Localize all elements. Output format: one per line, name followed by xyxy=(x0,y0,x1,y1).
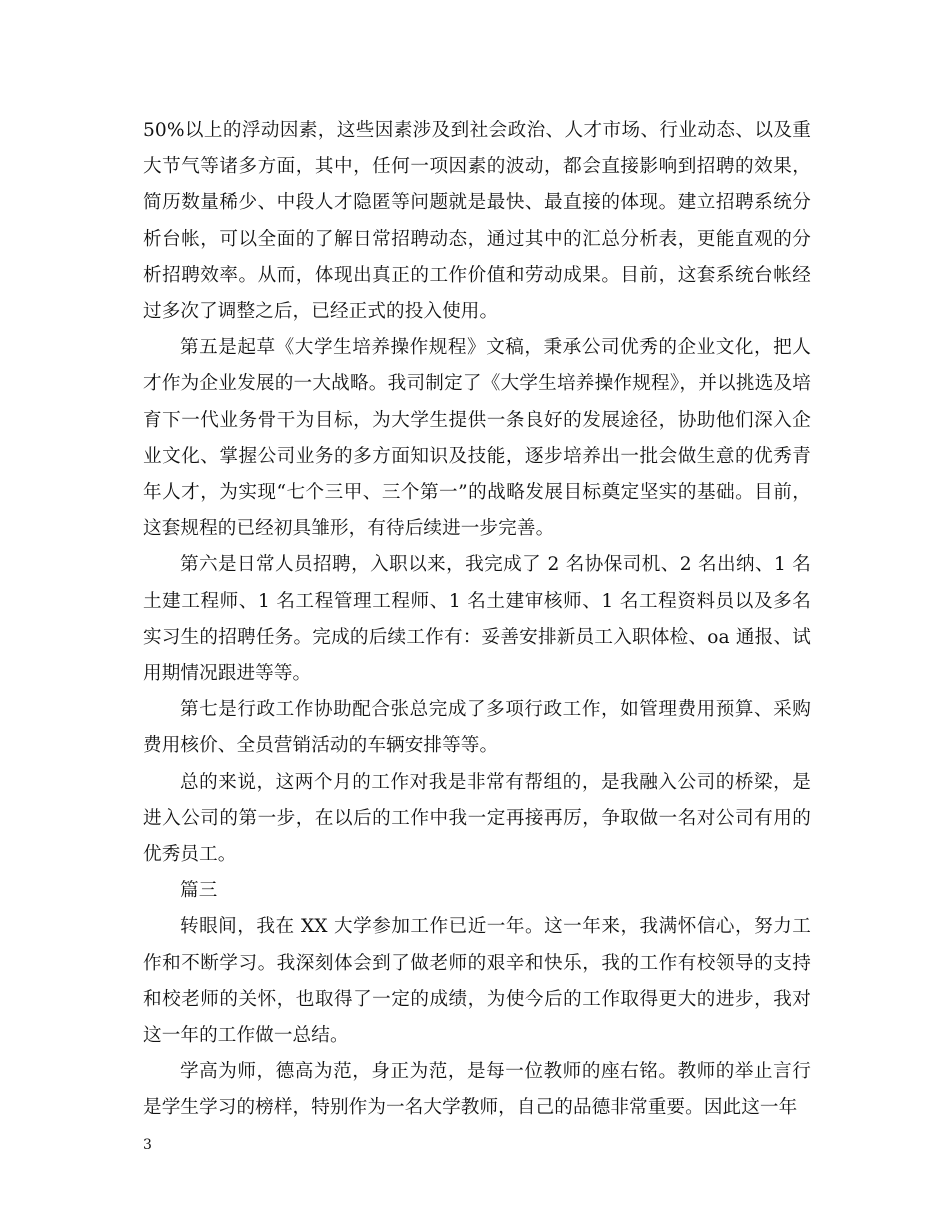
page-number: 3 xyxy=(143,1137,152,1153)
paragraph-2: 第五是起草《大学生培养操作规程》文稿，秉承公司优秀的企业文化，把人才作为企业发展的一大战略。我司制定了《大学生培养操作规程》，并以挑选及培育下一代业务骨干为目标，为大学生提供一条良好的发展途径，协助他们深入企业文化、掌握公司业务的多方面知识及技能，逐步培养出一批会做生意的优秀青年人才，为实现“七个三甲、三个第一”的战略发展目标奠定坚实的基础。目前，这套规程的已经初具雏形，有待后续进一步完善。 xyxy=(143,337,811,540)
paragraph-5: 总的来说，这两个月的工作对我是非常有帮组的，是我融入公司的桥梁，是进入公司的第一步，在以后的工作中我一定再接再厉，争取做一名对公司有用的优秀员工。 xyxy=(143,771,811,866)
paragraph-7: 学高为师，德高为范，身正为范，是每一位教师的座右铭。教师的举止言行是学生学习的榜样，特别作为一名大学教师，自己的品德非常重要。因此这一年 xyxy=(143,1061,811,1119)
section-heading: 篇三 xyxy=(180,880,218,902)
document-body xyxy=(143,113,811,1127)
paragraph-1: 50%以上的浮动因素，这些因素涉及到社会政治、人才市场、行业动态、以及重大节气等诸多方面，其中，任何一项因素的波动，都会直接影响到招聘的效果，简历数量稀少、中段人才隐匿等问题就是最快、最直接的体现。建立招聘系统分析台帐，可以全面的了解日常招聘动态，通过其中的汇总分析表，更能直观的分析招聘效率。从而，体现出真正的工作价值和劳动成果。目前，这套系统台帐经过多次了调整之后，已经正式的投入使用。 xyxy=(143,120,811,323)
paragraph-3: 第六是日常人员招聘，入职以来，我完成了 2 名协保司机、2 名出纳、1 名土建工程师、1 名工程管理工程师、1 名土建审核师、1 名工程资料员以及多名实习生的招聘任务。完成的后续工作有：妥善安排新员工入职体检、oa 通报、试用期情况跟进等等。 xyxy=(143,554,811,685)
paragraph-6: 转眼间，我在 XX 大学参加工作已近一年。这一年来，我满怀信心，努力工作和不断学习。我深刻体会到了做老师的艰辛和快乐，我的工作有校领导的支持和校老师的关怀，也取得了一定的成绩，为使今后的工作取得更大的进步，我对这一年的工作做一总结。 xyxy=(143,916,811,1047)
paragraph-4: 第七是行政工作协助配合张总完成了多项行政工作，如管理费用预算、采购费用核价、全员营销活动的车辆安排等等。 xyxy=(143,699,811,757)
